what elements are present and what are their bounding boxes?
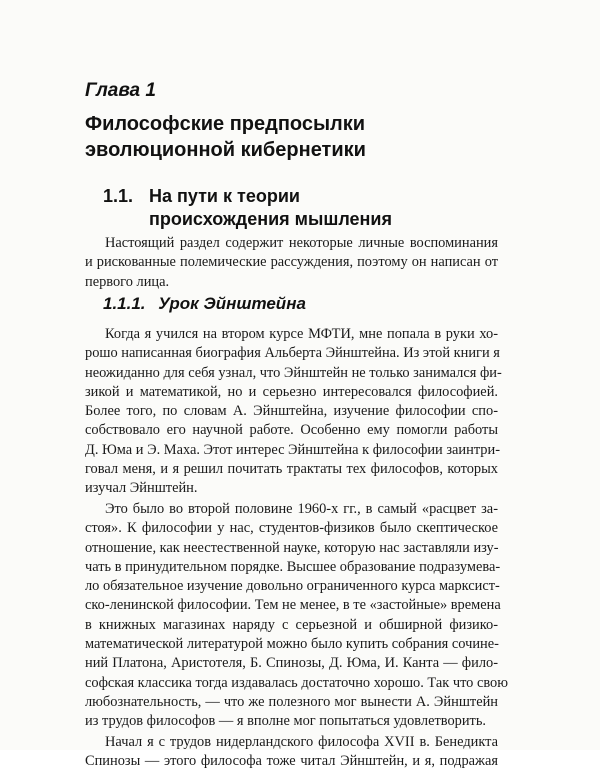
paragraph-1: [85, 325, 502, 499]
text-line: в книжных магазинах наряду с серьезной и обширной физико-: [85, 616, 498, 633]
text-line: стоя». К философии у нас, студентов-физиков было скептическое: [85, 520, 498, 537]
text-line: Спинозы — этого философа тоже читал Эйнштейн, и я, подражая: [85, 753, 498, 770]
text-line: Настоящий раздел содержит некоторые личные воспоминания: [105, 235, 498, 251]
subsection-title: Урок Эйнштейна: [158, 294, 306, 313]
intro-paragraph: [85, 234, 498, 292]
text-line: и рискованные полемические рассуждения, поэтому он написан от: [85, 254, 498, 271]
text-line: софская классика тогда издавалась достаточно хорошо. Так что свою: [85, 674, 508, 691]
text-line: чать в принудительном порядке. Высшее образование подразумева-: [85, 558, 501, 575]
section-title-line: На пути к теории: [149, 186, 300, 206]
text-line: собствовало его научной работе. Особенно ему помогли работы: [85, 422, 498, 439]
paragraph-2: [85, 500, 508, 732]
section-heading: [103, 185, 503, 231]
chapter-title: [85, 111, 525, 163]
text-line: Это было во второй половине 1960-х гг., в самый «расцвет за-: [105, 501, 498, 517]
chapter-title-line: Философские предпосылки: [85, 113, 366, 135]
text-line: Когда я учился на втором курсе МФТИ, мне попала в руки хо-: [105, 326, 498, 342]
text-line: неожиданно для себя узнал, что Эйнштейн не только занимался фи-: [85, 364, 502, 381]
text-line: первого лица.: [85, 273, 170, 290]
text-line: Д. Юма и Э. Маха. Этот интерес Эйнштейна к философии заинтри-: [85, 441, 500, 458]
text-line: ло обязательное изучение довольно ограниченного курса марксист-: [85, 578, 500, 595]
text-line: математической литературой можно было купить собрания сочине-: [85, 636, 499, 653]
subsection-number: 1.1.1.: [103, 294, 146, 313]
text-line: зикой и математикой, но и серьезно интересовался философией.: [85, 383, 498, 400]
section-title: [149, 185, 392, 231]
section-title-line: происхождения мышления: [149, 209, 392, 229]
text-line: изучал Эйнштейн.: [85, 480, 198, 497]
text-line: ний Платона, Аристотеля, Б. Спинозы, Д. Юма, И. Канта — фило-: [85, 655, 498, 672]
text-line: говал меня, и я решил почитать трактаты тех философов, которых: [85, 461, 498, 478]
chapter-title-line: эволюционной кибернетики: [85, 139, 366, 161]
text-line: Начал я с трудов нидерландского философа XVII в. Бенедикта: [105, 734, 498, 750]
text-line: рошо написанная биография Альберта Эйнштейна. Из этой книги я: [85, 345, 500, 362]
subsection-heading: [103, 294, 306, 314]
text-line: любознательность, — что же полезного мог вынести А. Эйнштейн: [85, 693, 498, 710]
text-line: отношение, как неестественной науке, которую нас заставляли изу-: [85, 539, 499, 556]
paragraph-3: [85, 733, 498, 772]
text-line: из трудов философов — я вполне мог попытаться удовлетворить.: [85, 713, 486, 730]
text-line: ско-ленинской философии. Тем не менее, в те «застойные» времена: [85, 597, 501, 614]
section-number: 1.1.: [103, 186, 134, 206]
chapter-label: Глава 1: [85, 80, 156, 101]
text-line: Более того, по словам А. Эйнштейна, изучение философии спо-: [85, 403, 498, 420]
